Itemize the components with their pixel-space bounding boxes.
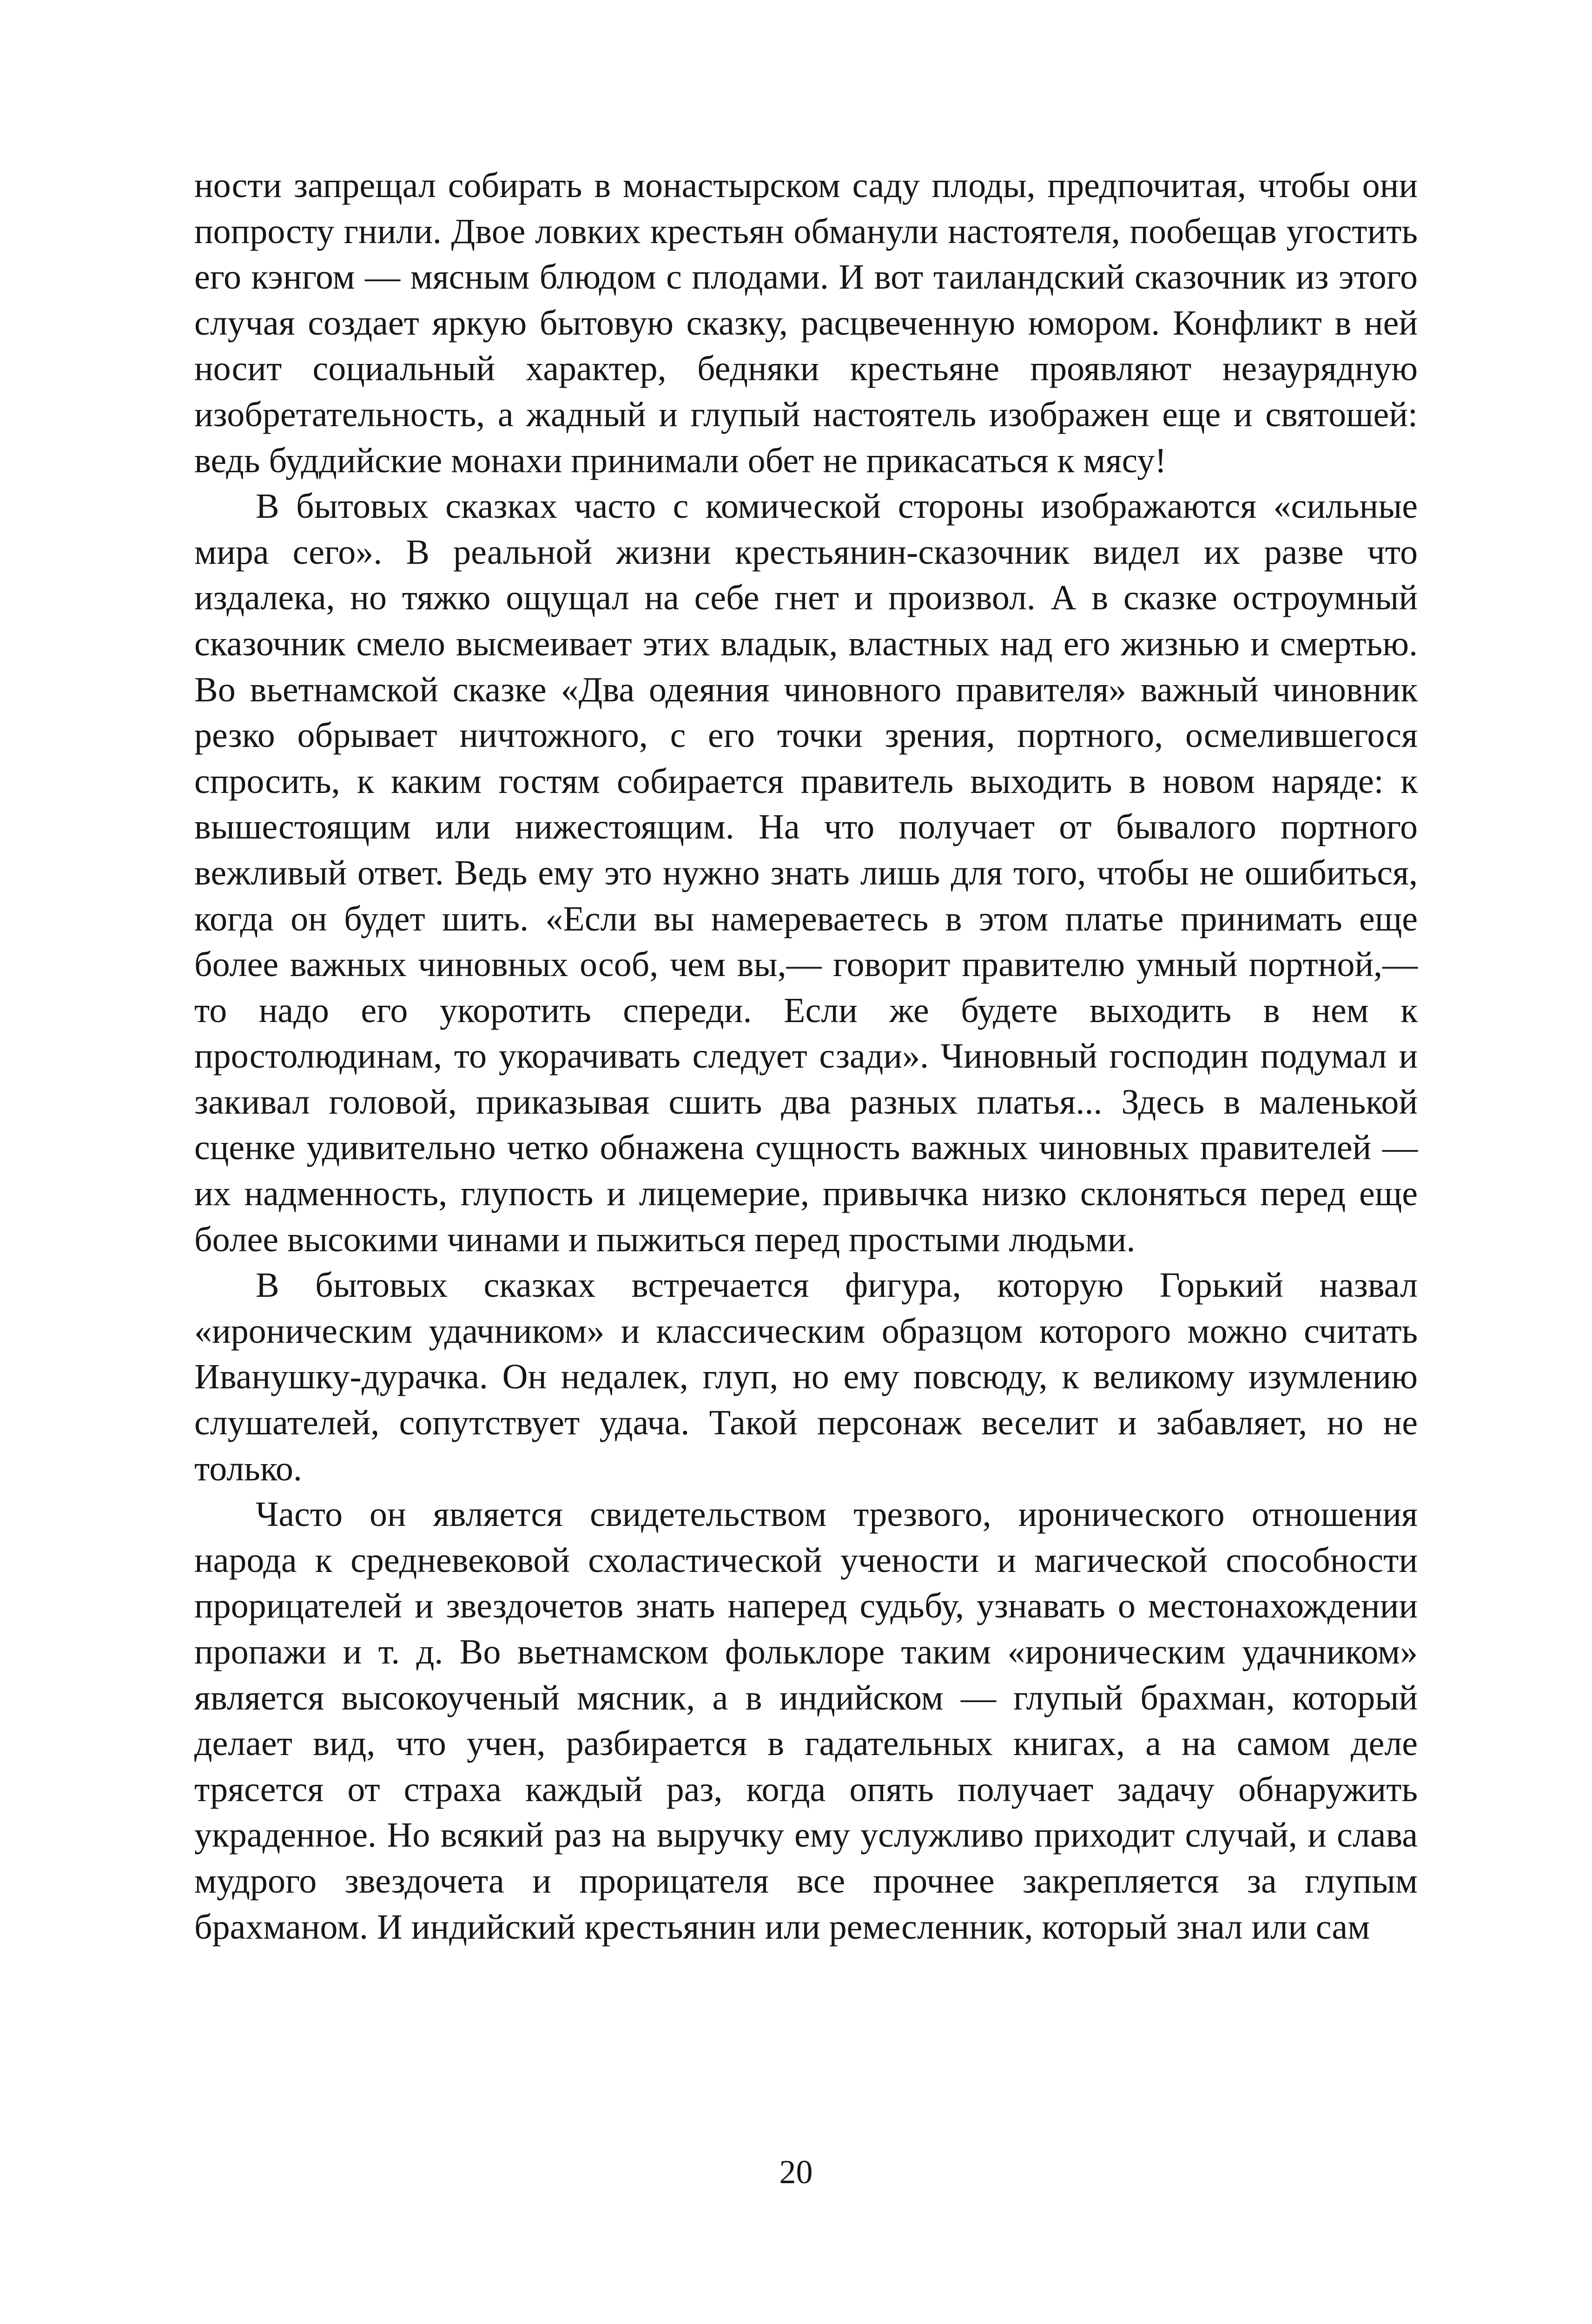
paragraph-2: В бытовых сказках часто с комической стороны изображаются «сильные мира сего». В реальной жизни крестьянин-сказочник видел их разве что издалека, но тяжко ощущал на себе гнет и произвол. А в сказке остроумный сказочник смело высмеивает этих владык, властных над его жизнью и смертью. Во вьетнамской сказке «Два одеяния чиновного правителя» важный чиновник резко обрывает ничтожного, с его точки зрения, портного, осмелившегося спросить, к каким гостям собирается правитель выходить в новом наряде: к вышестоящим или нижестоящим. На что получает от бывалого портного вежливый ответ. Ведь ему это нужно знать лишь для того, чтобы не ошибиться, когда он будет шить. «Если вы намереваетесь в этом платье принимать еще более важных чиновных особ, чем вы,— говорит правителю умный портной,— то надо его укоротить спереди. Если же будете выходить в нем к простолюдинам, то укорачивать следует сзади». Чиновный господин подумал и закивал головой, приказывая сшить два разных платья... Здесь в маленькой сценке удивительно четко обнажена сущность важных чиновных правителей — их надменность, глупость и лицемерие, привычка низко склоняться перед еще более высокими чинами и пыжиться перед простыми людьми. [194, 487, 1418, 1259]
text-column [194, 163, 1418, 1950]
paragraph-3: В бытовых сказках встречается фигура, которую Горький назвал «ироническим удачником» и классическим образцом которого можно считать Иванушку-дурачка. Он недалек, глуп, но ему повсюду, к великому изумлению слушателей, сопутствует удача. Такой персонаж веселит и забавляет, но не только. [194, 1266, 1418, 1488]
paragraph-4: Часто он является свидетельством трезвого, иронического отношения народа к средневековой схоластической учености и магической способности прорицателей и звездочетов знать наперед судьбу, узнавать о местонахождении пропажи и т. д. Во вьетнамском фольклоре таким «ироническим удачником» является высокоученый мясник, а в индийском — глупый брахман, который делает вид, что учен, разбирается в гадательных книгах, а на самом деле трясется от страха каждый раз, когда опять получает задачу обнаружить украденное. Но всякий раз на выручку ему услужливо приходит случай, и слава мудрого звездочета и прорицателя все прочнее закрепляется за глупым брахманом. И индийский крестьянин или ремесленник, который знал или сам [194, 1495, 1418, 1947]
paragraph-1: ности запрещал собирать в монастырском саду плоды, предпочитая, чтобы они попросту гнили. Двое ловких крестьян обманули настоятеля, пообещав угостить его кэнгом — мясным блюдом с плодами. И вот таиландский сказочник из этого случая создает яркую бытовую сказку, расцвеченную юмором. Конфликт в ней носит социальный характер, бедняки крестьяне проявляют незаурядную изобретательность, а жадный и глупый настоятель изображен еще и святошей: ведь буддийские монахи принимали обет не прикасаться к мясу! [194, 166, 1418, 480]
page-number: 20 [779, 2153, 813, 2191]
